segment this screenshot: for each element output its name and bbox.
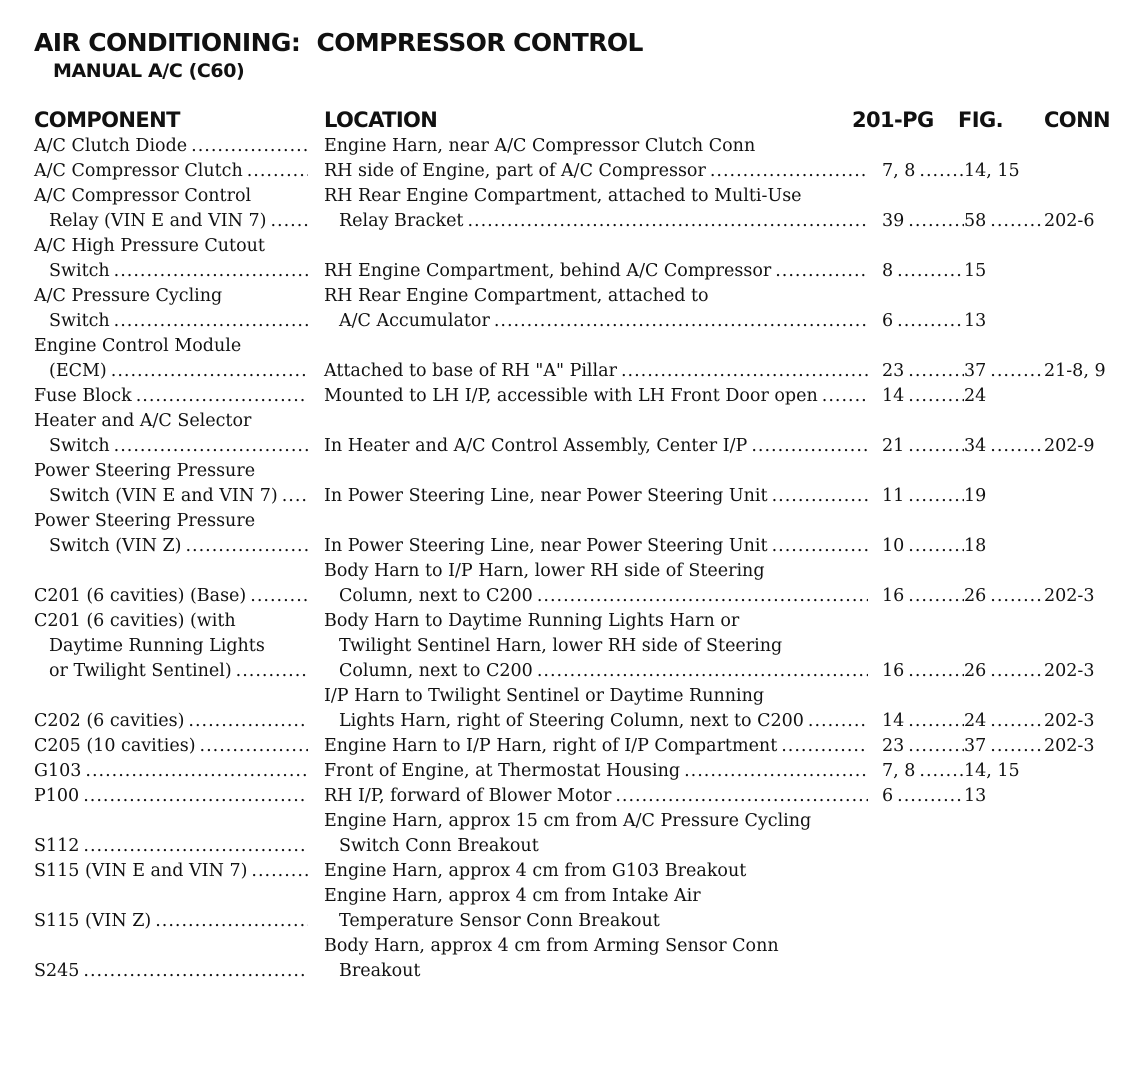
location-cell bbox=[324, 834, 868, 859]
leader-dots bbox=[804, 709, 868, 734]
figure-cell bbox=[964, 584, 1044, 609]
leader-dots bbox=[986, 659, 1044, 684]
figure-cell-text: 58 bbox=[964, 211, 987, 231]
component-cell bbox=[34, 534, 308, 559]
connector-cell-text: 202-3 bbox=[1044, 711, 1095, 731]
component-cell bbox=[34, 459, 308, 484]
connector-cell bbox=[1044, 359, 1136, 384]
location-cell-text: Body Harn to I/P Harn, lower RH side of Steering bbox=[324, 561, 765, 581]
page-ref-cell bbox=[882, 484, 964, 509]
figure-cell bbox=[964, 359, 1044, 384]
component-cell bbox=[34, 434, 308, 459]
connector-cell bbox=[1044, 209, 1136, 234]
component-cell-text: Fuse Block bbox=[34, 386, 132, 406]
page-ref-cell bbox=[882, 709, 964, 734]
component-cell-text: C201 (6 cavities) (with bbox=[34, 611, 236, 631]
page-ref-cell-text: 39 bbox=[882, 211, 905, 231]
location-cell bbox=[324, 359, 868, 384]
location-cell-text: In Heater and A/C Control Assembly, Center I/P bbox=[324, 436, 748, 456]
location-cell-text: Attached to base of RH "A" Pillar bbox=[324, 361, 617, 381]
component-cell bbox=[34, 159, 308, 184]
connector-cell-text: 21-8, 9 bbox=[1044, 361, 1106, 381]
figure-cell-text: 14, 15 bbox=[964, 161, 1020, 181]
leader-dots bbox=[904, 584, 964, 609]
connector-cell-text: 202-9 bbox=[1044, 436, 1095, 456]
leader-dots bbox=[915, 759, 964, 784]
component-cell-text: A/C Compressor Control bbox=[34, 186, 252, 206]
leader-dots bbox=[904, 434, 964, 459]
location-cell-text: Lights Harn, right of Steering Column, next to C200 bbox=[339, 711, 804, 731]
connector-cell-text: 202-3 bbox=[1044, 736, 1095, 756]
component-cell-text: G103 bbox=[34, 761, 82, 781]
page-ref-cell-text: 6 bbox=[882, 786, 894, 806]
header-fig: FIG. bbox=[958, 108, 1003, 132]
leader-dots bbox=[151, 909, 308, 934]
component-cell bbox=[34, 359, 308, 384]
component-cell bbox=[34, 284, 308, 309]
figure-cell bbox=[964, 484, 1044, 509]
component-cell bbox=[34, 959, 308, 984]
leader-dots bbox=[611, 784, 868, 809]
connector-cell-text: 202-3 bbox=[1044, 586, 1095, 606]
leader-dots bbox=[79, 834, 308, 859]
leader-dots bbox=[132, 384, 308, 409]
figure-cell-text: 37 bbox=[964, 736, 987, 756]
component-cell bbox=[34, 509, 308, 534]
leader-dots bbox=[246, 584, 308, 609]
component-cell-text: A/C Clutch Diode bbox=[34, 136, 188, 156]
leader-dots bbox=[818, 384, 868, 409]
component-cell bbox=[34, 634, 308, 659]
component-cell-text: Power Steering Pressure bbox=[34, 511, 256, 531]
component-cell-text: A/C High Pressure Cutout bbox=[34, 236, 265, 256]
component-cell bbox=[34, 609, 308, 634]
leader-dots bbox=[893, 784, 964, 809]
component-cell bbox=[34, 859, 308, 884]
figure-cell bbox=[964, 784, 1044, 809]
location-cell bbox=[324, 209, 868, 234]
location-cell-text: Engine Harn, approx 4 cm from Intake Air bbox=[324, 886, 701, 906]
location-cell-text: Temperature Sensor Conn Breakout bbox=[339, 911, 660, 931]
component-cell-text: C205 (10 cavities) bbox=[34, 736, 196, 756]
component-cell-text: S245 bbox=[34, 961, 80, 981]
component-cell bbox=[34, 484, 308, 509]
location-cell bbox=[324, 434, 868, 459]
location-cell-text: Engine Harn, near A/C Compressor Clutch Conn bbox=[324, 136, 756, 156]
leader-dots bbox=[986, 434, 1044, 459]
location-cell bbox=[324, 759, 868, 784]
leader-dots bbox=[247, 859, 308, 884]
location-cell-text: RH side of Engine, part of A/C Compressor bbox=[324, 161, 706, 181]
leader-dots bbox=[196, 734, 308, 759]
page-ref-cell-text: 7, 8 bbox=[882, 761, 916, 781]
location-cell-text: Breakout bbox=[339, 961, 421, 981]
page-ref-cell bbox=[882, 584, 964, 609]
location-cell-text: Engine Harn, approx 15 cm from A/C Pressure Cycling bbox=[324, 811, 812, 831]
location-cell bbox=[324, 484, 868, 509]
component-cell-text: Switch bbox=[49, 436, 110, 456]
page-ref-cell-text: 23 bbox=[882, 361, 905, 381]
location-cell bbox=[324, 134, 868, 159]
page-title: AIR CONDITIONING: COMPRESSOR CONTROL bbox=[34, 28, 643, 57]
leader-dots bbox=[768, 484, 868, 509]
location-cell bbox=[324, 309, 868, 334]
component-cell-text: Switch bbox=[49, 261, 110, 281]
leader-dots bbox=[904, 709, 964, 734]
location-cell-text: Switch Conn Breakout bbox=[339, 836, 539, 856]
leader-dots bbox=[181, 534, 308, 559]
page-ref-cell-text: 16 bbox=[882, 586, 905, 606]
location-cell bbox=[324, 584, 868, 609]
component-cell bbox=[34, 309, 308, 334]
page-ref-cell-text: 14 bbox=[882, 386, 905, 406]
figure-cell-text: 26 bbox=[964, 661, 987, 681]
component-cell bbox=[34, 709, 308, 734]
leader-dots bbox=[893, 259, 964, 284]
component-cell bbox=[34, 909, 308, 934]
leader-dots bbox=[184, 709, 308, 734]
location-cell bbox=[324, 809, 868, 834]
page-ref-cell-text: 14 bbox=[882, 711, 905, 731]
location-cell-text: I/P Harn to Twilight Sentinel or Daytime Running bbox=[324, 686, 765, 706]
page-ref-cell bbox=[882, 309, 964, 334]
figure-cell bbox=[964, 259, 1044, 284]
leader-dots bbox=[904, 734, 964, 759]
location-cell bbox=[324, 709, 868, 734]
leader-dots bbox=[617, 359, 868, 384]
component-cell-text: A/C Pressure Cycling bbox=[34, 286, 223, 306]
figure-cell bbox=[964, 734, 1044, 759]
leader-dots bbox=[463, 209, 868, 234]
location-cell-text: Body Harn to Daytime Running Lights Harn or bbox=[324, 611, 740, 631]
leader-dots bbox=[893, 309, 964, 334]
location-cell-text: Relay Bracket bbox=[339, 211, 464, 231]
location-cell-text: In Power Steering Line, near Power Steering Unit bbox=[324, 536, 768, 556]
leader-dots bbox=[986, 709, 1044, 734]
location-cell bbox=[324, 659, 868, 684]
leader-dots bbox=[81, 759, 308, 784]
location-cell-text: RH Engine Compartment, behind A/C Compressor bbox=[324, 261, 772, 281]
component-cell-text: Heater and A/C Selector bbox=[34, 411, 252, 431]
location-cell bbox=[324, 284, 868, 309]
page-ref-cell bbox=[882, 659, 964, 684]
page-ref-cell bbox=[882, 384, 964, 409]
figure-cell-text: 24 bbox=[964, 711, 987, 731]
leader-dots bbox=[904, 659, 964, 684]
location-cell-text: Twilight Sentinel Harn, lower RH side of Steering bbox=[339, 636, 783, 656]
page-ref-cell bbox=[882, 434, 964, 459]
location-cell-text: Body Harn, approx 4 cm from Arming Sensor Conn bbox=[324, 936, 779, 956]
leader-dots bbox=[232, 659, 308, 684]
page-ref-cell bbox=[882, 259, 964, 284]
leader-dots bbox=[533, 584, 868, 609]
figure-cell bbox=[964, 534, 1044, 559]
component-cell-text: Switch (VIN Z) bbox=[49, 536, 182, 556]
component-cell-text: S115 (VIN E and VIN 7) bbox=[34, 861, 248, 881]
leader-dots bbox=[904, 359, 964, 384]
component-cell-text: C201 (6 cavities) (Base) bbox=[34, 586, 247, 606]
component-cell bbox=[34, 259, 308, 284]
leader-dots bbox=[490, 309, 868, 334]
location-cell bbox=[324, 634, 868, 659]
location-cell bbox=[324, 734, 868, 759]
component-cell bbox=[34, 834, 308, 859]
location-cell bbox=[324, 159, 868, 184]
figure-cell bbox=[964, 384, 1044, 409]
connector-cell bbox=[1044, 434, 1136, 459]
leader-dots bbox=[915, 159, 964, 184]
connector-cell-text: 202-6 bbox=[1044, 211, 1095, 231]
component-cell-text: Daytime Running Lights bbox=[49, 636, 265, 656]
header-location: LOCATION bbox=[324, 108, 438, 132]
page-ref-cell-text: 8 bbox=[882, 261, 894, 281]
figure-cell bbox=[964, 309, 1044, 334]
component-cell bbox=[34, 134, 308, 159]
figure-cell-text: 18 bbox=[964, 536, 987, 556]
header-component: COMPONENT bbox=[34, 108, 180, 132]
figure-cell bbox=[964, 209, 1044, 234]
figure-cell-text: 19 bbox=[964, 486, 987, 506]
leader-dots bbox=[79, 959, 308, 984]
location-cell bbox=[324, 859, 868, 884]
leader-dots bbox=[680, 759, 868, 784]
component-cell bbox=[34, 334, 308, 359]
leader-dots bbox=[278, 484, 308, 509]
component-cell-text: Power Steering Pressure bbox=[34, 461, 256, 481]
component-cell bbox=[34, 234, 308, 259]
location-cell-text: RH Rear Engine Compartment, attached to Multi-Use bbox=[324, 186, 802, 206]
leader-dots bbox=[187, 134, 308, 159]
figure-cell-text: 37 bbox=[964, 361, 987, 381]
leader-dots bbox=[986, 734, 1044, 759]
leader-dots bbox=[533, 659, 868, 684]
component-cell bbox=[34, 209, 308, 234]
component-cell bbox=[34, 584, 308, 609]
page-ref-cell bbox=[882, 759, 964, 784]
page-ref-cell bbox=[882, 359, 964, 384]
component-cell bbox=[34, 409, 308, 434]
leader-dots bbox=[79, 784, 308, 809]
connector-cell bbox=[1044, 734, 1136, 759]
leader-dots bbox=[266, 209, 308, 234]
leader-dots bbox=[986, 584, 1044, 609]
leader-dots bbox=[747, 434, 868, 459]
location-cell-text: In Power Steering Line, near Power Steering Unit bbox=[324, 486, 768, 506]
page-ref-cell-text: 6 bbox=[882, 311, 894, 331]
figure-cell bbox=[964, 709, 1044, 734]
leader-dots bbox=[110, 309, 308, 334]
figure-cell-text: 24 bbox=[964, 386, 987, 406]
figure-cell-text: 15 bbox=[964, 261, 987, 281]
location-cell bbox=[324, 884, 868, 909]
component-cell bbox=[34, 659, 308, 684]
leader-dots bbox=[771, 259, 868, 284]
figure-cell-text: 34 bbox=[964, 436, 987, 456]
page-ref-cell-text: 21 bbox=[882, 436, 905, 456]
leader-dots bbox=[110, 434, 308, 459]
connector-cell bbox=[1044, 709, 1136, 734]
component-cell bbox=[34, 384, 308, 409]
page-ref-cell bbox=[882, 159, 964, 184]
leader-dots bbox=[904, 384, 964, 409]
figure-cell-text: 14, 15 bbox=[964, 761, 1020, 781]
location-cell-text: RH I/P, forward of Blower Motor bbox=[324, 786, 612, 806]
leader-dots bbox=[986, 209, 1044, 234]
location-cell-text: Engine Harn, approx 4 cm from G103 Breakout bbox=[324, 861, 747, 881]
component-cell-text: Relay (VIN E and VIN 7) bbox=[49, 211, 267, 231]
location-cell bbox=[324, 609, 868, 634]
component-cell-text: A/C Compressor Clutch bbox=[34, 161, 243, 181]
figure-cell-text: 13 bbox=[964, 311, 987, 331]
location-cell bbox=[324, 784, 868, 809]
component-cell bbox=[34, 184, 308, 209]
leader-dots bbox=[243, 159, 308, 184]
location-cell bbox=[324, 934, 868, 959]
location-cell bbox=[324, 534, 868, 559]
component-cell-text: C202 (6 cavities) bbox=[34, 711, 185, 731]
page-ref-cell-text: 16 bbox=[882, 661, 905, 681]
location-cell-text: RH Rear Engine Compartment, attached to bbox=[324, 286, 709, 306]
component-cell-text: Switch (VIN E and VIN 7) bbox=[49, 486, 278, 506]
header-conn: CONN bbox=[1044, 108, 1111, 132]
location-cell-text: Front of Engine, at Thermostat Housing bbox=[324, 761, 681, 781]
page-ref-cell-text: 7, 8 bbox=[882, 161, 916, 181]
leader-dots bbox=[904, 209, 964, 234]
leader-dots bbox=[777, 734, 868, 759]
component-cell bbox=[34, 784, 308, 809]
location-cell-text: Engine Harn to I/P Harn, right of I/P Compartment bbox=[324, 736, 778, 756]
connector-cell bbox=[1044, 659, 1136, 684]
connector-cell-text: 202-3 bbox=[1044, 661, 1095, 681]
page-ref-cell-text: 10 bbox=[882, 536, 905, 556]
location-cell-text: Column, next to C200 bbox=[339, 586, 533, 606]
leader-dots bbox=[110, 259, 308, 284]
figure-cell bbox=[964, 759, 1044, 784]
page-ref-cell bbox=[882, 534, 964, 559]
location-cell bbox=[324, 684, 868, 709]
figure-cell-text: 13 bbox=[964, 786, 987, 806]
figure-cell bbox=[964, 659, 1044, 684]
page-ref-cell bbox=[882, 734, 964, 759]
component-cell-text: or Twilight Sentinel) bbox=[49, 661, 232, 681]
location-cell bbox=[324, 559, 868, 584]
location-cell bbox=[324, 384, 868, 409]
header-page: 201-PG bbox=[852, 108, 934, 132]
figure-cell-text: 26 bbox=[964, 586, 987, 606]
location-cell bbox=[324, 184, 868, 209]
location-cell bbox=[324, 959, 868, 984]
component-cell bbox=[34, 734, 308, 759]
component-cell-text: Engine Control Module bbox=[34, 336, 242, 356]
page-ref-cell bbox=[882, 209, 964, 234]
component-cell-text: (ECM) bbox=[49, 361, 107, 381]
leader-dots bbox=[107, 359, 308, 384]
location-cell-text: A/C Accumulator bbox=[339, 311, 490, 331]
location-cell bbox=[324, 259, 868, 284]
page-ref-cell-text: 11 bbox=[882, 486, 905, 506]
page-subtitle: MANUAL A/C (C60) bbox=[53, 60, 245, 82]
figure-cell bbox=[964, 159, 1044, 184]
figure-cell bbox=[964, 434, 1044, 459]
page-ref-cell-text: 23 bbox=[882, 736, 905, 756]
component-cell-text: P100 bbox=[34, 786, 80, 806]
leader-dots bbox=[904, 534, 964, 559]
leader-dots bbox=[706, 159, 868, 184]
connector-cell bbox=[1044, 584, 1136, 609]
component-cell-text: S115 (VIN Z) bbox=[34, 911, 152, 931]
leader-dots bbox=[986, 359, 1044, 384]
leader-dots bbox=[768, 534, 868, 559]
location-cell-text: Column, next to C200 bbox=[339, 661, 533, 681]
page-ref-cell bbox=[882, 784, 964, 809]
location-cell bbox=[324, 909, 868, 934]
component-cell bbox=[34, 759, 308, 784]
component-cell-text: Switch bbox=[49, 311, 110, 331]
leader-dots bbox=[904, 484, 964, 509]
location-cell-text: Mounted to LH I/P, accessible with LH Front Door open bbox=[324, 386, 818, 406]
component-cell-text: S112 bbox=[34, 836, 80, 856]
